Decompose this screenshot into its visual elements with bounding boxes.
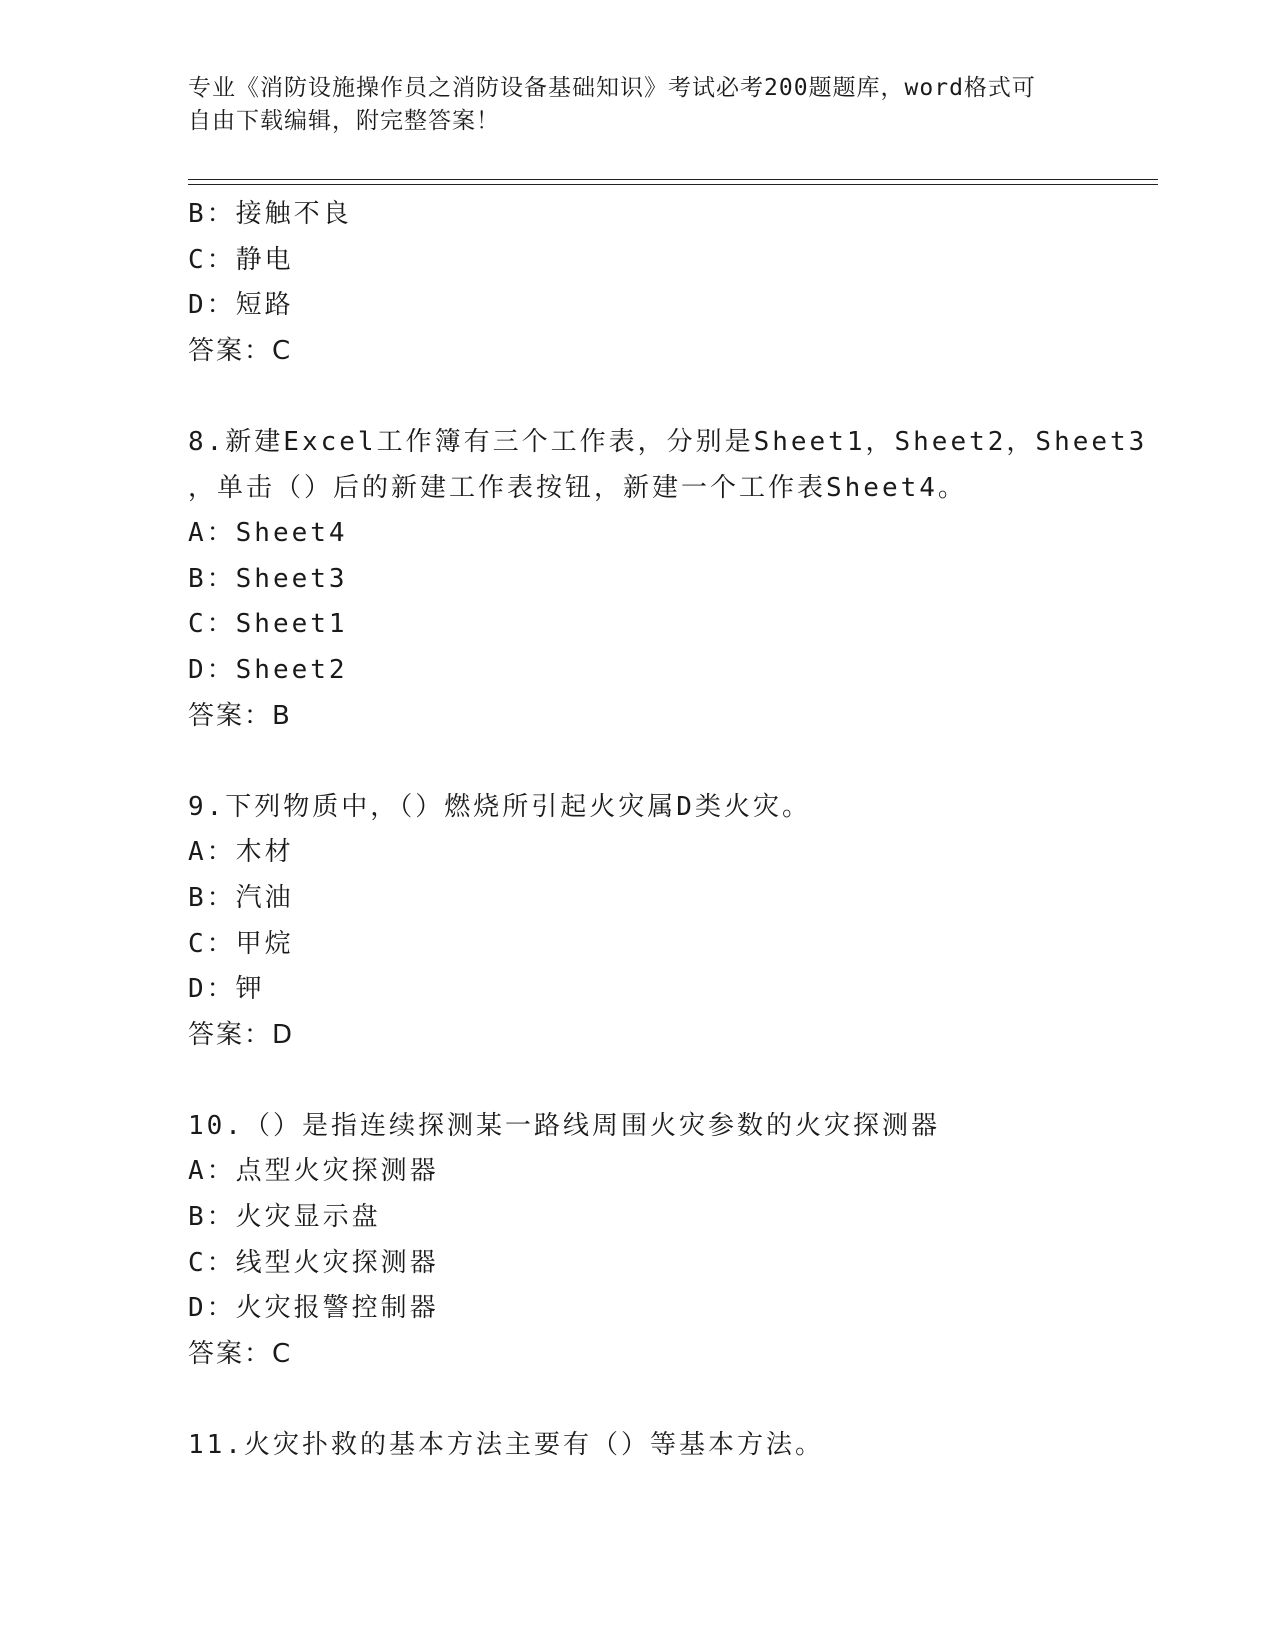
header-divider-bottom xyxy=(188,184,1158,185)
option-c: C：Sheet1 xyxy=(188,609,348,640)
spacer xyxy=(188,739,1088,785)
question-10 xyxy=(188,1104,1088,1378)
answer: 答案：B xyxy=(188,700,292,731)
question-11 xyxy=(188,1423,1088,1469)
header-divider-top xyxy=(188,179,1158,180)
spacer xyxy=(188,374,1088,420)
question-stem: 10.（）是指连续探测某一路线周围火灾参数的火灾探测器 xyxy=(188,1110,940,1141)
question-stem: 9.下列物质中，（）燃烧所引起火灾属D类火灾。 xyxy=(188,791,811,822)
question-stem-line-2: ，单击（）后的新建工作表按钮，新建一个工作表Sheet4。 xyxy=(188,472,967,503)
option-b: B：火灾显示盘 xyxy=(188,1202,381,1233)
answer: 答案：C xyxy=(188,1338,293,1369)
question-7 xyxy=(188,192,1088,374)
spacer xyxy=(188,1377,1088,1423)
option-a: A：点型火灾探测器 xyxy=(188,1156,439,1187)
spacer xyxy=(188,1058,1088,1104)
document-header xyxy=(188,72,1068,138)
question-8 xyxy=(188,420,1148,739)
option-c: C：线型火灾探测器 xyxy=(188,1247,439,1278)
option-a: A：木材 xyxy=(188,837,294,868)
question-9 xyxy=(188,785,1088,1059)
question-list xyxy=(188,192,1148,1469)
option-d: D：Sheet2 xyxy=(188,654,348,685)
option-d: D：火灾报警控制器 xyxy=(188,1293,439,1324)
option-c: C：甲烷 xyxy=(188,928,294,959)
option-a: A：Sheet4 xyxy=(188,518,348,549)
question-stem-line-1: 8.新建Excel工作簿有三个工作表，分别是Sheet1，Sheet2，Sheet3 xyxy=(188,426,1148,457)
option-b: B：接触不良 xyxy=(188,199,352,229)
option-b: B：汽油 xyxy=(188,882,294,913)
header-line-1: 专业《消防设施操作员之消防设备基础知识》考试必考200题题库，word格式可 xyxy=(188,75,1036,101)
question-stem: 11.火灾扑救的基本方法主要有（）等基本方法。 xyxy=(188,1430,824,1461)
option-b: B：Sheet3 xyxy=(188,563,348,594)
option-d: D：短路 xyxy=(188,290,294,321)
answer: 答案：C xyxy=(188,335,293,366)
answer: 答案：D xyxy=(188,1019,295,1050)
option-c: C：静电 xyxy=(188,244,294,275)
option-d: D：钾 xyxy=(188,974,265,1005)
header-line-2: 自由下载编辑，附完整答案！ xyxy=(188,108,500,134)
